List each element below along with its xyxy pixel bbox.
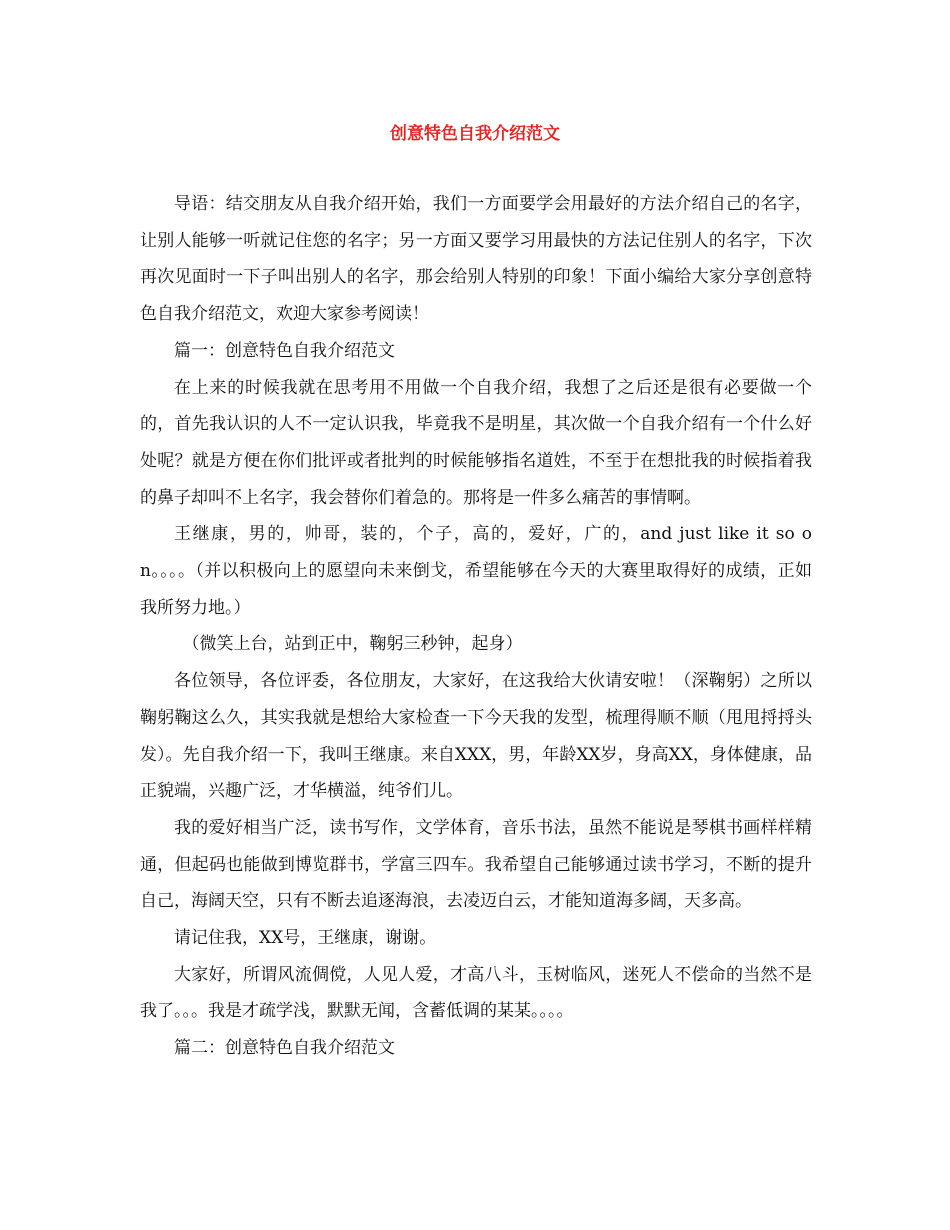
paragraph-1: 在上来的时候我就在思考用不用做一个自我介绍，我想了之后还是很有必要做一个的，首先我认识的人不一定认识我，毕竟我不是明星，其次做一个自我介绍有一个什么好处呢？就是方便在你们批评或者批判的时候能够指名道姓，不至于在想批我的时候指着我的鼻子却叫不上名字，我会替你们着急的。那将是一件多么痛苦的事情啊。 xyxy=(140,377,812,508)
paragraph-6: 请记住我，XX号，王继康，谢谢。 xyxy=(174,928,437,949)
page-title: 创意特色自我介绍范文 xyxy=(390,124,560,144)
section-heading-2: 篇二：创意特色自我介绍范文 xyxy=(174,1038,395,1059)
paragraph-3: （微笑上台，站到正中，鞠躬三秒钟，起身） xyxy=(182,634,523,655)
paragraph-5: 我的爱好相当广泛，读书写作，文学体育，音乐书法，虽然不能说是琴棋书画样样精通，但起码也能做到博览群书，学富三四车。我希望自己能够通过读书学习，不断的提升自己，海阔天空，只有不断去追逐海浪，去凌迈白云，才能知道海多阔，天多高。 xyxy=(140,817,812,912)
paragraph-intro: 导语：结交朋友从自我介绍开始，我们一方面要学会用最好的方法介绍自己的名字，让别人能够一听就记住您的名字；另一方面又要学习用最快的方法记住别人的名字，下次再次见面时一下子叫出别人的名字，那会给别人特别的印象！下面小编给大家分享创意特色自我介绍范文，欢迎大家参考阅读！ xyxy=(140,194,812,325)
paragraph-7: 大家好，所谓风流倜傥，人见人爱，才高八斗，玉树临风，迷死人不偿命的当然不是我了。。。我是才疏学浅，默默无闻，含蓄低调的某某。。。。 xyxy=(140,964,812,1022)
document-body xyxy=(140,186,812,1067)
paragraph-4: 各位领导，各位评委，各位朋友，大家好，在这我给大伙请安啦！（深鞠躬）之所以鞠躬鞠这么久，其实我就是想给大家检查一下今天我的发型，梳理得顺不顺（甩甩捋捋头发）。先自我介绍一下，我叫王继康。来自XXX，男，年龄XX岁，身高XX，身体健康，品正貌端，兴趣广泛，才华横溢，纯爷们儿。 xyxy=(140,671,812,802)
paragraph-2: 王继康，男的，帅哥，装的，个子，高的，爱好，广的，and just like it so on。。。。（并以积极向上的愿望向未来倒戈，希望能够在今天的大赛里取得好的成绩，正如我所努力地。） xyxy=(140,524,812,618)
section-heading-1: 篇一：创意特色自我介绍范文 xyxy=(174,340,395,361)
